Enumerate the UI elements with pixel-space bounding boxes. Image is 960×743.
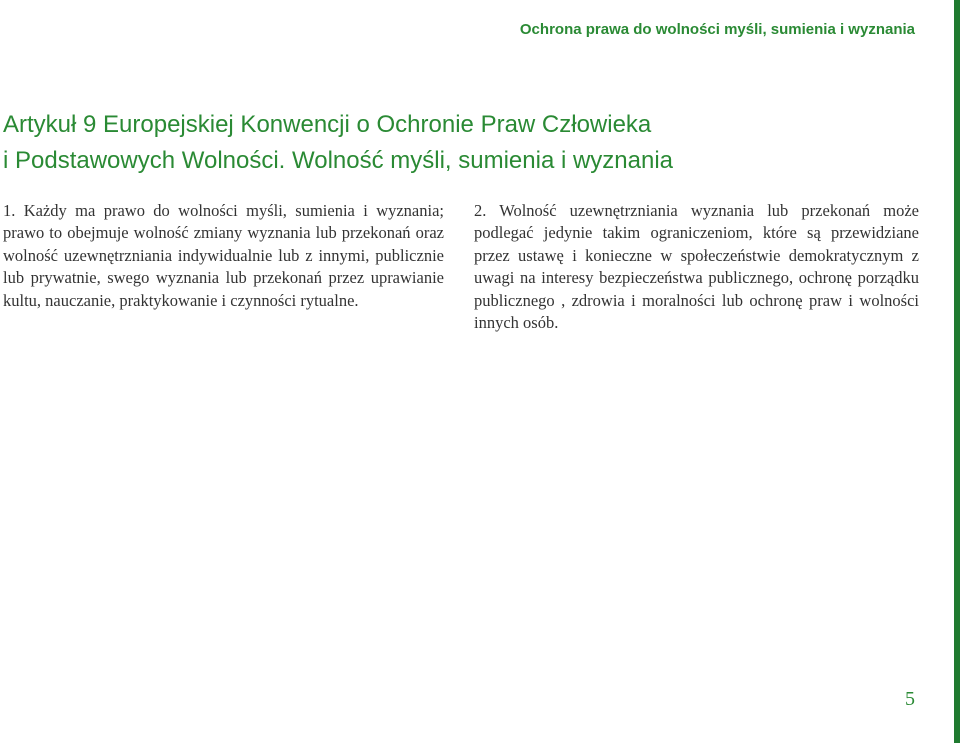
running-header: Ochrona prawa do wolności myśli, sumienia i wyznania bbox=[519, 21, 915, 38]
article-title-line-1: Artykuł 9 Europejskiej Konwencji o Ochronie Praw Człowieka bbox=[3, 111, 652, 138]
paragraph-1: 1. Każdy ma prawo do wolności myśli, sumienia i wyznania; prawo to obejmuje wolność zmiany wyznania lub przekonań oraz wolność uzewnętrzniania indywidualnie lub z innymi, publicznie lub prywatnie, swego wyznania lub przekonań przez uprawianie kultu, nauczanie, praktykowanie i czynności rytualne. bbox=[3, 201, 444, 310]
article-title bbox=[3, 107, 903, 179]
page-number: 5 bbox=[905, 688, 915, 710]
right-edge-bar bbox=[954, 0, 960, 743]
article-title-line-2: i Podstawowych Wolności. Wolność myśli, sumienia i wyznania bbox=[3, 147, 674, 174]
paragraph-2: 2. Wolność uzewnętrzniania wyznania lub przekonań może podlegać jedynie takim ograniczeniom, które są przewidziane przez ustawę i konieczne w społeczeństwie demokratycznym z uwagi na interesy bezpieczeństwa publicznego, ochronę porządku publicznego , zdrowia i moralności lub ochronę praw i wolności innych osób. bbox=[474, 201, 919, 333]
